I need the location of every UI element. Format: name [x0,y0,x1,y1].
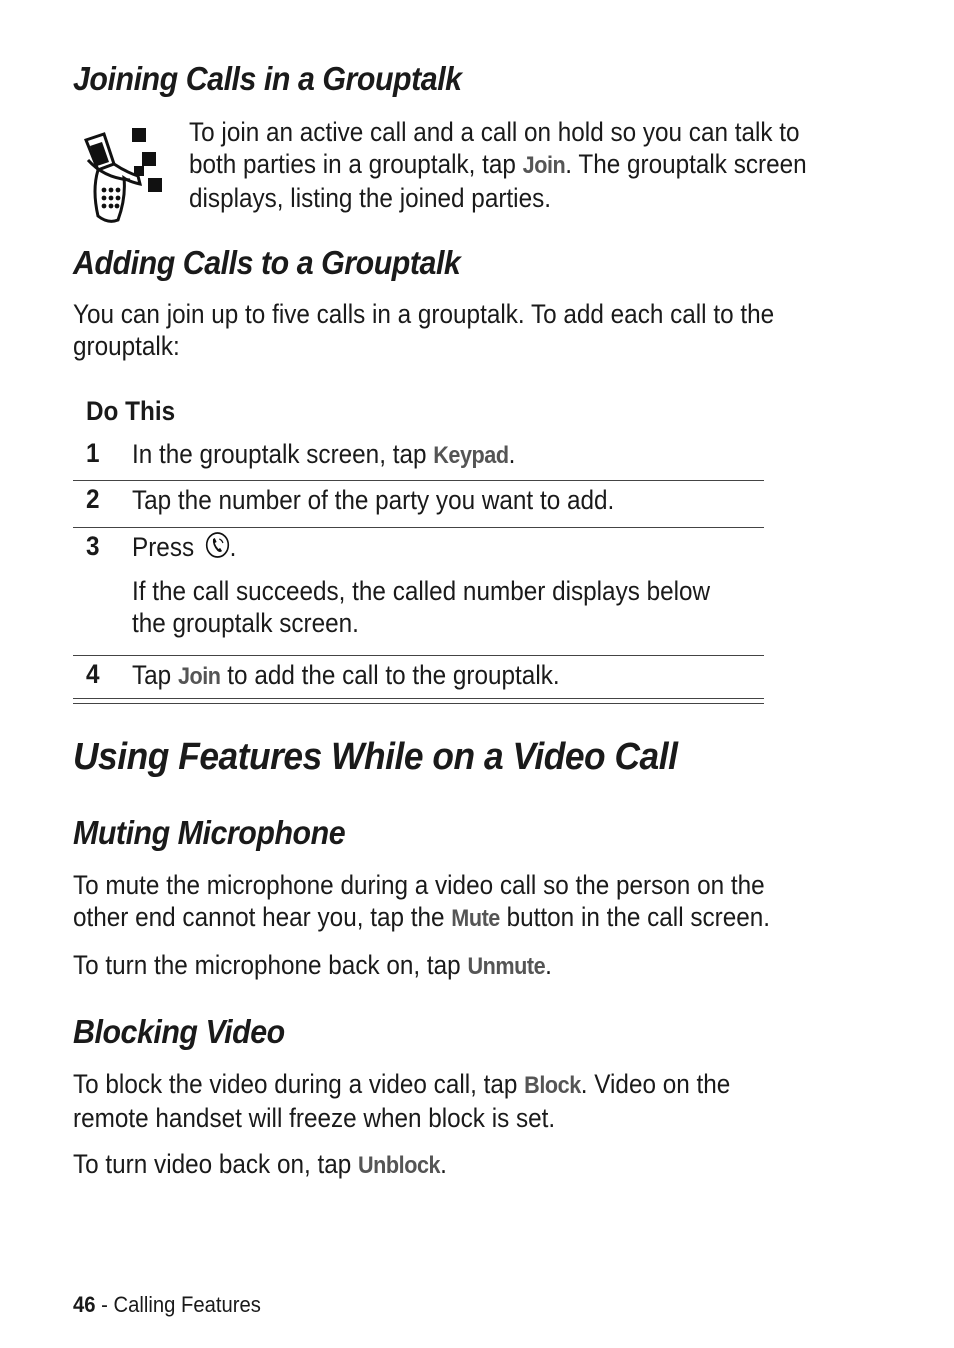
step-text-post: to add the call to the grouptalk. [220,660,560,690]
blocking-paragraph [73,1068,730,1134]
footer-section-name: Calling Features [113,1292,261,1317]
page-number: 46 [73,1292,96,1317]
table-header: Do This [86,396,176,426]
keypad-softkey-label: Keypad [433,442,509,469]
row-divider [73,480,764,481]
step-number: 1 [86,438,100,468]
joining-line-2-pre: both parties in a grouptalk, tap [189,149,523,179]
step-text-pre: Press [132,532,201,562]
join-softkey-label: Join [177,663,221,690]
heading-joining-calls: Joining Calls in a Grouptalk [73,60,462,97]
step-note-line-2: the grouptalk screen. [132,608,359,638]
heading-blocking-video: Blocking Video [73,1013,285,1050]
step-text-pre: Tap [132,660,178,690]
blocking-line-1-pre: To block the video during a video call, tap [73,1069,525,1099]
step-number: 3 [86,531,100,561]
blocking-line-2: remote handset will freeze when block is set. [73,1103,556,1133]
heading-muting-microphone: Muting Microphone [73,814,346,851]
step-text: Tap the number of the party you want to add. [132,485,615,515]
muting-line-2-post: button in the call screen. [499,902,771,932]
joining-paragraph [189,116,807,214]
join-softkey-label: Join [522,152,566,179]
blocking-line-1-post: . Video on the [580,1069,731,1099]
joining-line-1: To join an active call and a call on hold so you can talk to [189,117,800,147]
unmute-softkey-label: Unmute [467,953,546,980]
unblock-line-pre: To turn video back on, tap [73,1149,359,1179]
step-text [132,438,515,472]
muting-paragraph [73,869,770,935]
unmute-line-pre: To turn the microphone back on, tap [73,950,468,980]
joining-line-2-post: . The grouptalk screen [565,149,807,179]
step-text [132,531,236,563]
heading-video-call: Using Features While on a Video Call [73,736,678,778]
block-softkey-label: Block [524,1072,581,1099]
unmute-line-post: . [545,950,552,980]
table-bottom-rule [73,703,764,704]
row-divider [73,655,764,656]
step-number: 2 [86,484,100,514]
phone-feature-icon [80,120,170,226]
step-note [132,575,710,639]
step-number: 4 [86,659,100,689]
adding-paragraph [73,298,774,362]
step-text-pre: In the grouptalk screen, tap [132,439,434,469]
mute-softkey-label: Mute [451,905,500,932]
adding-line-2: grouptalk: [73,331,180,361]
joining-line-3: displays, listing the joined parties. [189,183,551,213]
step-text [132,659,560,693]
send-key-icon [204,531,229,559]
step-note-line-1: If the call succeeds, the called number displays below [132,576,711,606]
unblock-softkey-label: Unblock [358,1152,441,1179]
page-footer [73,1292,261,1318]
unblock-paragraph [73,1148,447,1182]
unmute-paragraph [73,949,552,983]
row-divider [73,527,764,528]
footer-separator: - [95,1292,114,1317]
step-text-post: . [508,439,516,469]
table-bottom-rule [73,698,764,699]
muting-line-1: To mute the microphone during a video call so the person on the [73,870,765,900]
adding-line-1: You can join up to five calls in a grouptalk. To add each call to the [73,299,775,329]
step-text-post: . [229,532,237,562]
heading-adding-calls: Adding Calls to a Grouptalk [73,244,461,281]
unblock-line-post: . [440,1149,447,1179]
muting-line-2-pre: other end cannot hear you, tap the [73,902,452,932]
